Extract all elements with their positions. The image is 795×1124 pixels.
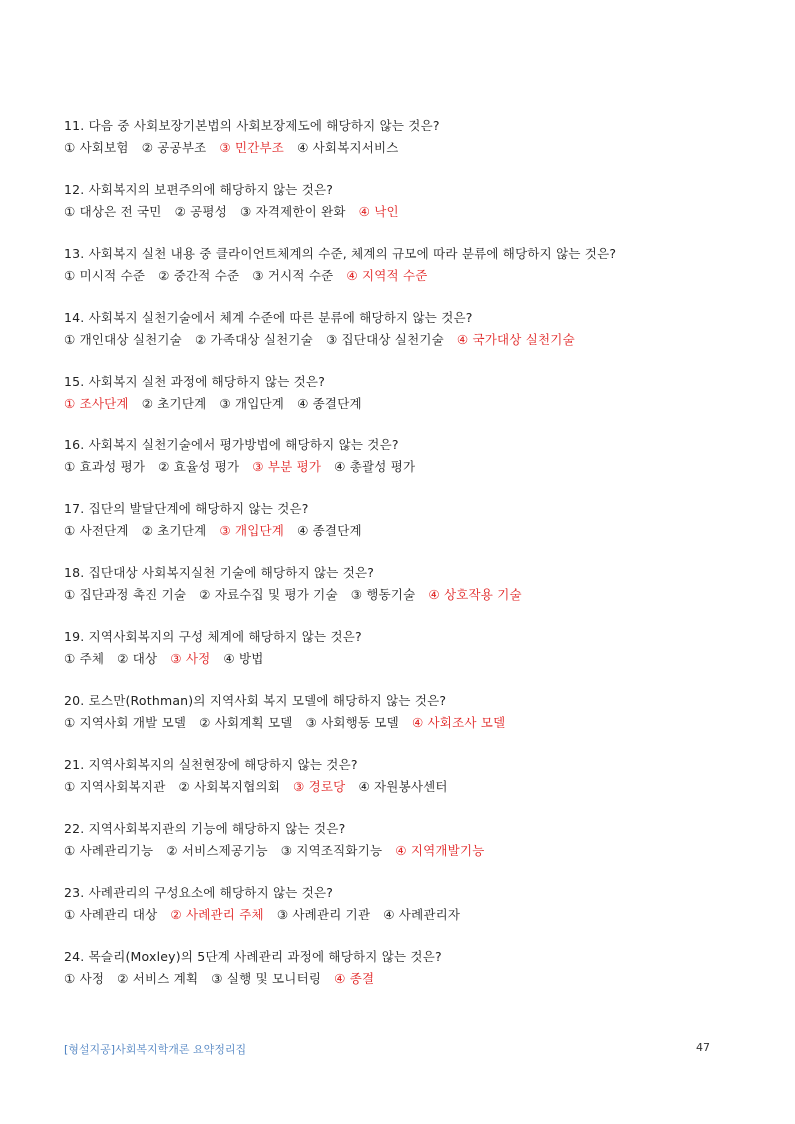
option: ③ 사례관리 기관 xyxy=(276,906,371,922)
question-text: 21. 지역사회복지의 실천현장에 해당하지 않는 것은? xyxy=(64,756,358,772)
option: ② 효율성 평가 xyxy=(158,459,240,475)
option: ① 주체 xyxy=(64,651,105,667)
question-text: 11. 다음 중 사회보장기본법의 사회보장제도에 해당하지 않는 것은? xyxy=(64,118,440,133)
option: ④ 종결단계 xyxy=(297,523,362,539)
option-list xyxy=(64,904,754,926)
option-list xyxy=(64,329,754,351)
option-list xyxy=(64,648,754,670)
question-item xyxy=(64,307,754,371)
question-text: 23. 사례관리의 구성요소에 해당하지 않는 것은? xyxy=(64,884,334,900)
option-list xyxy=(64,840,754,862)
option: ② 중간적 수준 xyxy=(158,267,240,283)
answer-option: ③ 경로당 xyxy=(293,778,346,794)
question-text: 20. 로스만(Rothman)의 지역사회 복지 모델에 해당하지 않는 것은? xyxy=(64,693,447,709)
question-text: 24. 목슬리(Moxley)의 5단계 사례관리 과정에 해당하지 않는 것은? xyxy=(64,948,442,964)
answer-option: ④ 지역적 수준 xyxy=(346,267,428,283)
option: ① 대상은 전 국민 xyxy=(64,203,162,219)
option: ③ 개입단계 xyxy=(219,395,285,411)
option: ② 대상 xyxy=(117,651,158,667)
option: ② 자료수집 및 평가 기술 xyxy=(199,587,338,603)
option: ② 공평성 xyxy=(174,203,227,219)
question-text: 22. 지역사회복지관의 기능에 해당하지 않는 것은? xyxy=(64,820,346,836)
option: ④ 사례관리자 xyxy=(383,906,461,922)
answer-option: ③ 사정 xyxy=(170,651,211,667)
question-item xyxy=(64,946,754,1010)
option-list xyxy=(64,584,754,606)
option: ① 개인대상 실천기술 xyxy=(64,331,182,347)
question-text: 12. 사회복지의 보편주의에 해당하지 않는 것은? xyxy=(64,181,334,197)
option: ① 지역사회복지관 xyxy=(64,778,166,794)
question-item xyxy=(64,115,754,179)
question-item xyxy=(64,818,754,882)
option: ① 사전단계 xyxy=(64,523,129,539)
option: ② 초기단계 xyxy=(141,523,207,539)
option: ④ 사회복지서비스 xyxy=(297,140,399,155)
option-list xyxy=(64,712,754,734)
option: ① 사정 xyxy=(64,970,105,986)
option: ② 서비스 계획 xyxy=(117,970,199,986)
option: ④ 종결단계 xyxy=(297,395,362,411)
option: ① 집단과정 촉진 기술 xyxy=(64,587,187,603)
answer-option: ④ 국가대상 실천기술 xyxy=(456,331,575,347)
question-item xyxy=(64,690,754,754)
option: ① 효과성 평가 xyxy=(64,459,146,475)
option-list xyxy=(64,456,754,478)
option: ③ 행동기술 xyxy=(350,587,416,603)
answer-option: ③ 부분 평가 xyxy=(252,459,322,475)
option: ② 서비스제공기능 xyxy=(166,842,268,858)
option: ④ 자원봉사센터 xyxy=(358,778,448,794)
option: ① 사례관리 대상 xyxy=(64,906,158,922)
option: ④ 총괄성 평가 xyxy=(334,459,416,475)
option-list xyxy=(64,776,754,798)
option: ① 지역사회 개발 모델 xyxy=(64,715,187,731)
question-text: 13. 사회복지 실천 내용 중 클라이언트체계의 수준, 체계의 규모에 따라 분류에 해당하지 않는 것은? xyxy=(64,245,617,261)
question-item xyxy=(64,179,754,243)
answer-option: ④ 낙인 xyxy=(358,203,399,219)
question-text: 19. 지역사회복지의 구성 체계에 해당하지 않는 것은? xyxy=(64,629,362,645)
option: ② 가족대상 실천기술 xyxy=(194,331,313,347)
question-item xyxy=(64,562,754,626)
question-item xyxy=(64,626,754,690)
option: ③ 집단대상 실천기술 xyxy=(325,331,444,347)
option-list xyxy=(64,137,754,159)
question-list xyxy=(64,115,754,1009)
question-text: 15. 사회복지 실천 과정에 해당하지 않는 것은? xyxy=(64,373,326,389)
answer-option: ④ 종결 xyxy=(334,970,375,986)
option: ① 사례관리기능 xyxy=(64,842,154,858)
option: ③ 거시적 수준 xyxy=(252,267,334,283)
question-text: 16. 사회복지 실천기술에서 평가방법에 해당하지 않는 것은? xyxy=(64,437,399,453)
answer-option: ④ 상호작용 기술 xyxy=(428,587,522,603)
answer-option: ③ 민간부조 xyxy=(219,140,285,155)
answer-option: ③ 개입단계 xyxy=(219,523,285,539)
page-number: 47 xyxy=(696,1041,710,1054)
footer-title: [형설지공]사회복지학개론 요약정리집 xyxy=(64,1043,247,1056)
option: ② 사회복지협의회 xyxy=(178,778,281,794)
option: ③ 자격제한이 완화 xyxy=(239,203,346,219)
option-list xyxy=(64,520,754,542)
option: ③ 사회행동 모델 xyxy=(305,715,399,731)
option-list xyxy=(64,968,754,990)
question-item xyxy=(64,754,754,818)
answer-option: ④ 사회조사 모델 xyxy=(411,715,506,731)
question-item xyxy=(64,434,754,498)
question-item xyxy=(64,243,754,307)
option: ④ 방법 xyxy=(223,651,264,667)
question-item xyxy=(64,882,754,946)
option-list xyxy=(64,265,754,287)
question-item xyxy=(64,371,754,435)
option: ③ 실행 및 모니터링 xyxy=(211,970,322,986)
option: ① 미시적 수준 xyxy=(64,267,146,283)
question-text: 18. 집단대상 사회복지실천 기술에 해당하지 않는 것은? xyxy=(64,565,375,581)
option: ② 공공부조 xyxy=(141,140,207,155)
option: ② 사회계획 모델 xyxy=(199,715,293,731)
answer-option: ① 조사단계 xyxy=(64,395,129,411)
option-list xyxy=(64,393,754,415)
question-text: 17. 집단의 발달단계에 해당하지 않는 것은? xyxy=(64,501,309,517)
option: ① 사회보험 xyxy=(64,140,129,155)
answer-option: ② 사례관리 주체 xyxy=(170,906,264,922)
answer-option: ④ 지역개발기능 xyxy=(395,842,485,858)
question-text: 14. 사회복지 실천기술에서 체계 수준에 따른 분류에 해당하지 않는 것은? xyxy=(64,309,473,325)
option: ② 초기단계 xyxy=(141,395,207,411)
question-item xyxy=(64,498,754,562)
option-list xyxy=(64,201,754,223)
option: ③ 지역조직화기능 xyxy=(280,842,383,858)
